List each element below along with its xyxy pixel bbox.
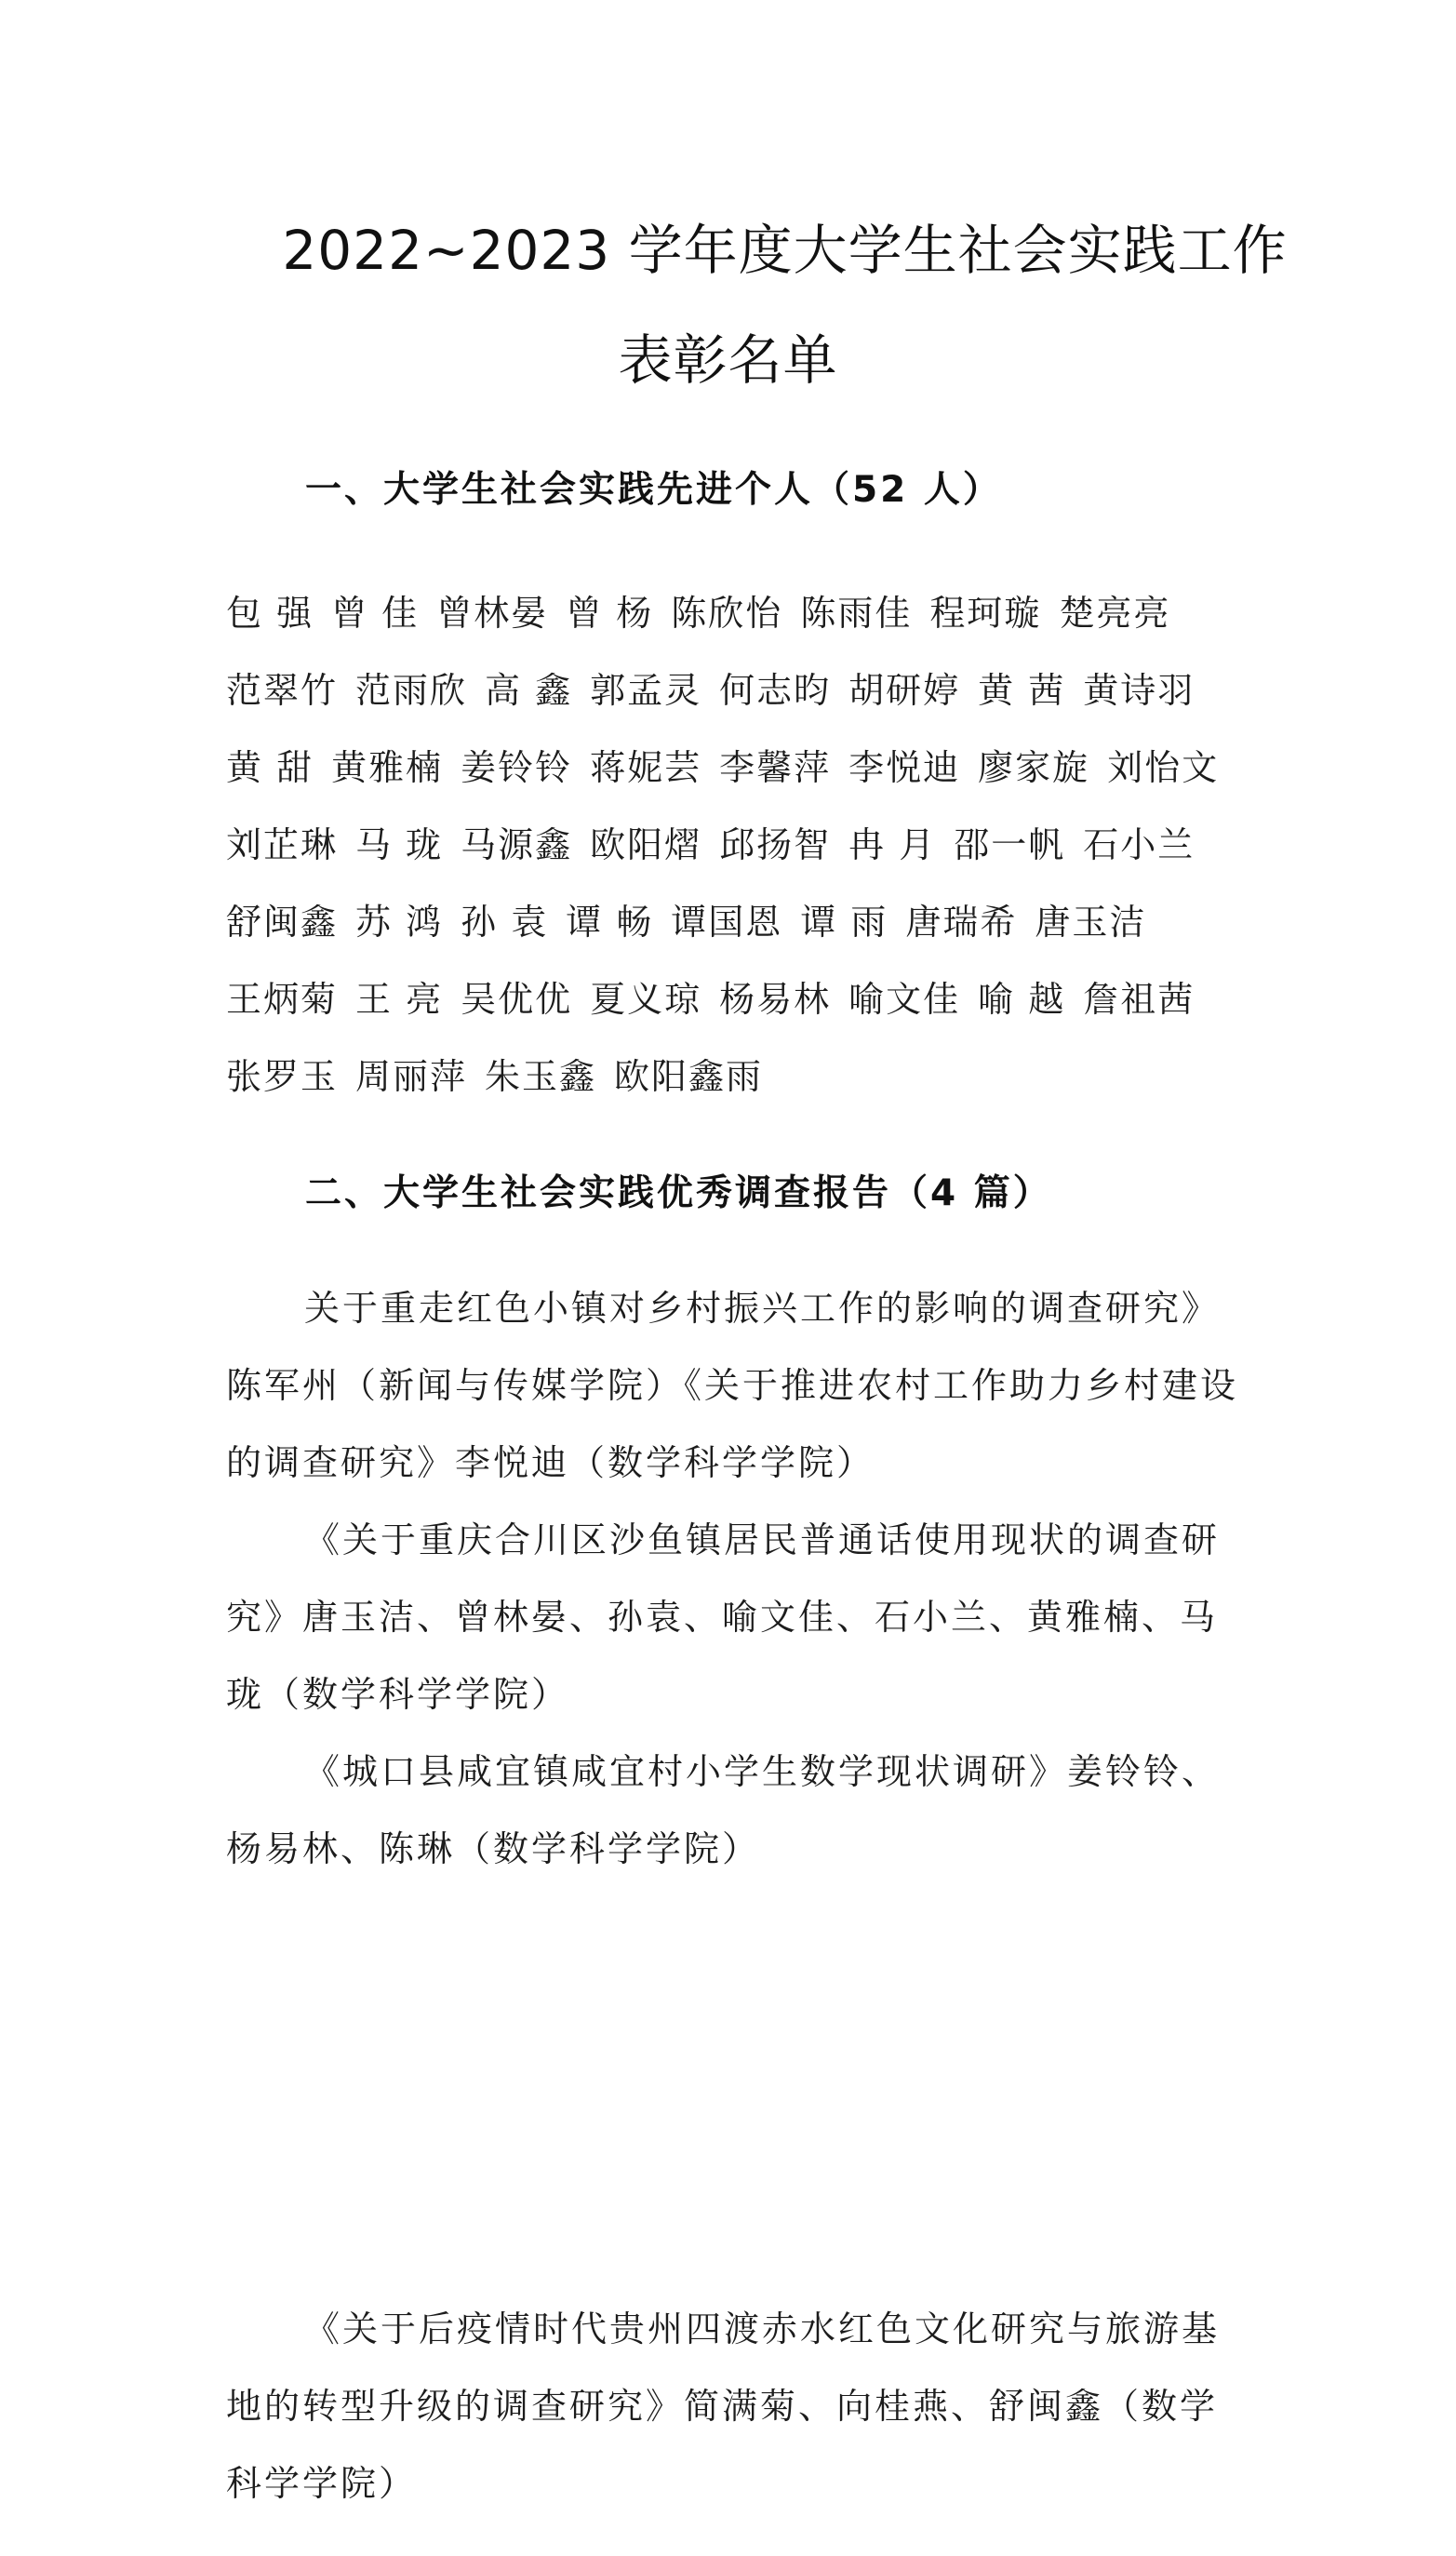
person-name: 喻 越 (978, 979, 1066, 1020)
person-name: 胡研婷 (848, 670, 961, 711)
name-row (226, 741, 1268, 818)
person-name: 马 珑 (355, 824, 444, 865)
person-name: 曾 杨 (566, 593, 654, 634)
person-name: 吴优优 (461, 979, 573, 1020)
person-name: 杨易林 (719, 979, 832, 1020)
person-name: 舒闽鑫 (226, 902, 339, 943)
person-name: 唐瑞希 (905, 902, 1018, 943)
person-name: 邵一帆 (954, 824, 1066, 865)
person-name: 朱玉鑫 (485, 1056, 597, 1097)
person-name: 黄 茜 (978, 670, 1066, 711)
person-name: 高 鑫 (485, 670, 573, 711)
person-name: 谭 畅 (566, 902, 654, 943)
person-name: 夏义琼 (590, 979, 702, 1020)
person-name: 冉 月 (848, 824, 937, 865)
person-name: 黄诗羽 (1083, 670, 1196, 711)
name-row (226, 818, 1268, 895)
report-paragraph: 关于重走红色小镇对乡村振兴工作的影响的调查研究》陈军州（新闻与传媒学院）《关于推进农村工作助力乡村建设的调查研究》李悦迪（数学科学学院） (226, 1288, 1239, 1483)
section2-heading: 二、大学生社会实践优秀调查报告（4 篇） (305, 1172, 1052, 1214)
person-name: 姜铃铃 (461, 747, 573, 788)
person-name: 曾 佳 (331, 593, 420, 634)
person-name: 何志昀 (719, 670, 832, 711)
person-name: 李悦迪 (848, 747, 961, 788)
person-name: 李馨萍 (719, 747, 832, 788)
person-name: 黄雅楠 (331, 747, 444, 788)
person-name: 刘芷琳 (226, 824, 339, 865)
person-name: 范翠竹 (226, 670, 339, 711)
person-name: 陈欣怡 (671, 593, 783, 634)
person-name: 范雨欣 (355, 670, 468, 711)
person-name: 曾林晏 (436, 593, 549, 634)
advanced-individuals-list (226, 586, 1268, 1127)
person-name: 蒋妮芸 (590, 747, 702, 788)
person-name: 孙 袁 (461, 902, 549, 943)
person-name: 马源鑫 (461, 824, 573, 865)
report-paragraph: 《关于重庆合川区沙鱼镇居民普通话使用现状的调查研究》唐玉洁、曾林晏、孙袁、喻文佳、石小兰、黄雅楠、马珑（数学科学学院） (226, 1519, 1221, 1715)
name-row (226, 972, 1268, 1050)
name-row (226, 586, 1268, 663)
person-name: 张罗玉 (226, 1056, 339, 1097)
person-name: 程珂璇 (929, 593, 1042, 634)
report-paragraph: 《城口县咸宜镇咸宜村小学生数学现状调研》姜铃铃、杨易林、陈琳（数学科学学院） (226, 1751, 1221, 1869)
person-name: 郭孟灵 (590, 670, 702, 711)
person-name: 廖家旋 (978, 747, 1090, 788)
person-name: 楚亮亮 (1059, 593, 1171, 634)
person-name: 黄 甜 (226, 747, 314, 788)
person-name: 邱扬智 (719, 824, 832, 865)
document-title-line1: 2022~2023 学年度大学生社会实践工作 (282, 219, 1288, 282)
person-name: 王 亮 (355, 979, 444, 1020)
section1-heading: 一、大学生社会实践先进个人（52 人） (305, 469, 1002, 511)
person-name: 欧阳熠 (590, 824, 702, 865)
person-name: 王炳菊 (226, 979, 339, 1020)
report-paragraph: 《关于后疫情时代贵州四渡赤水红色文化研究与旅游基地的转型升级的调查研究》简满菊、向桂燕、舒闽鑫（数学科学学院） (226, 2308, 1221, 2504)
document-title-line2: 表彰名单 (618, 328, 838, 392)
person-name: 苏 鸿 (355, 902, 444, 943)
name-row (226, 895, 1268, 972)
person-name: 包 强 (226, 593, 314, 634)
person-name: 唐玉洁 (1035, 902, 1147, 943)
person-name: 欧阳鑫雨 (614, 1056, 764, 1097)
person-name: 石小兰 (1083, 824, 1196, 865)
person-name: 陈雨佳 (800, 593, 913, 634)
person-name: 谭 雨 (800, 902, 888, 943)
person-name: 詹祖茜 (1083, 979, 1196, 1020)
name-row (226, 1050, 1268, 1127)
person-name: 谭国恩 (671, 902, 783, 943)
person-name: 喻文佳 (848, 979, 961, 1020)
person-name: 周丽萍 (355, 1056, 468, 1097)
name-row (226, 663, 1268, 741)
person-name: 刘怡文 (1107, 747, 1220, 788)
